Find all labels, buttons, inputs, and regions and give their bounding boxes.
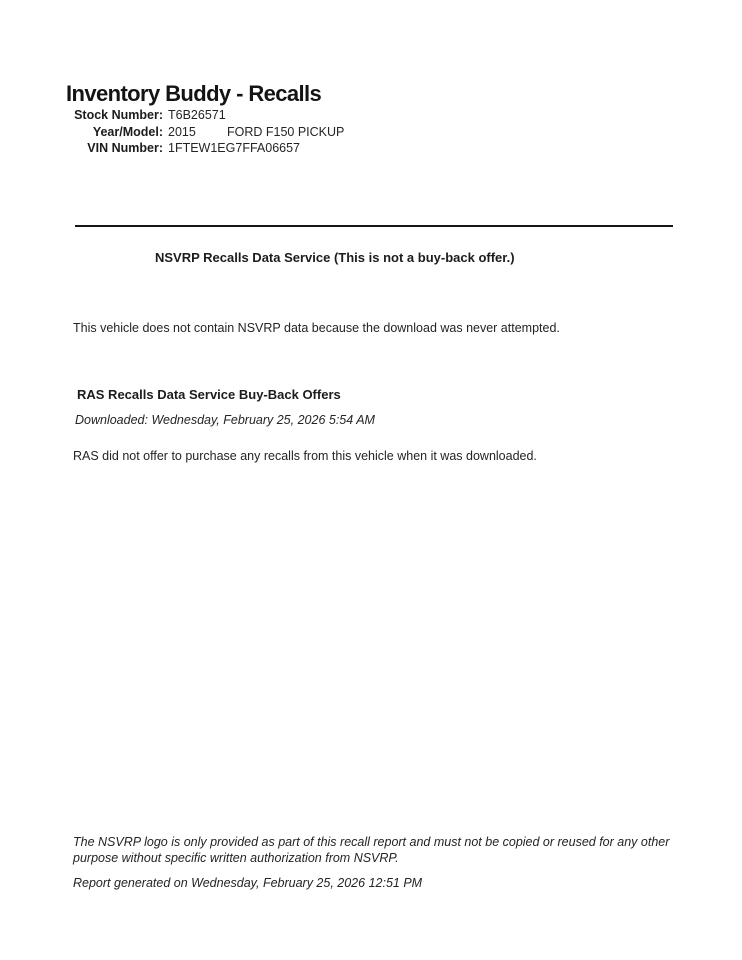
stock-number-row xyxy=(60,107,344,124)
page-title: Inventory Buddy - Recalls xyxy=(66,81,322,106)
nsvrp-status-text: This vehicle does not contain NSVRP data because the download was never attempted. xyxy=(73,321,560,335)
vin-number-value: 1FTEW1EG7FFA06657 xyxy=(168,141,301,155)
year-model-value xyxy=(168,124,344,141)
year-model-row xyxy=(60,124,344,141)
vehicle-info-table xyxy=(60,107,344,157)
vin-number-row xyxy=(60,140,344,157)
ras-status-text: RAS did not offer to purchase any recalls from this vehicle when it was downloaded. xyxy=(73,449,537,463)
stock-number-label: Stock Number: xyxy=(74,108,163,122)
ras-downloaded-timestamp: Downloaded: Wednesday, February 25, 2026 5:54 AM xyxy=(75,413,375,427)
model-value: FORD F150 PICKUP xyxy=(227,124,345,139)
stock-number-value: T6B26571 xyxy=(168,108,226,122)
footer-disclaimer-line2: purpose without specific written authorization from NSVRP. xyxy=(73,851,399,865)
ras-section-heading: RAS Recalls Data Service Buy-Back Offers xyxy=(77,387,341,402)
footer-disclaimer-line1: The NSVRP logo is only provided as part of this recall report and must not be copied or reused for any other xyxy=(73,835,670,849)
section-divider xyxy=(75,225,673,227)
report-generated-timestamp: Report generated on Wednesday, February 25, 2026 12:51 PM xyxy=(73,876,423,890)
vin-number-label: VIN Number: xyxy=(87,141,163,155)
year-model-label: Year/Model: xyxy=(92,124,163,139)
footer-disclaimer xyxy=(73,834,669,866)
year-value: 2015 xyxy=(168,124,196,139)
nsvrp-section-heading: NSVRP Recalls Data Service (This is not a buy-back offer.) xyxy=(155,250,515,265)
